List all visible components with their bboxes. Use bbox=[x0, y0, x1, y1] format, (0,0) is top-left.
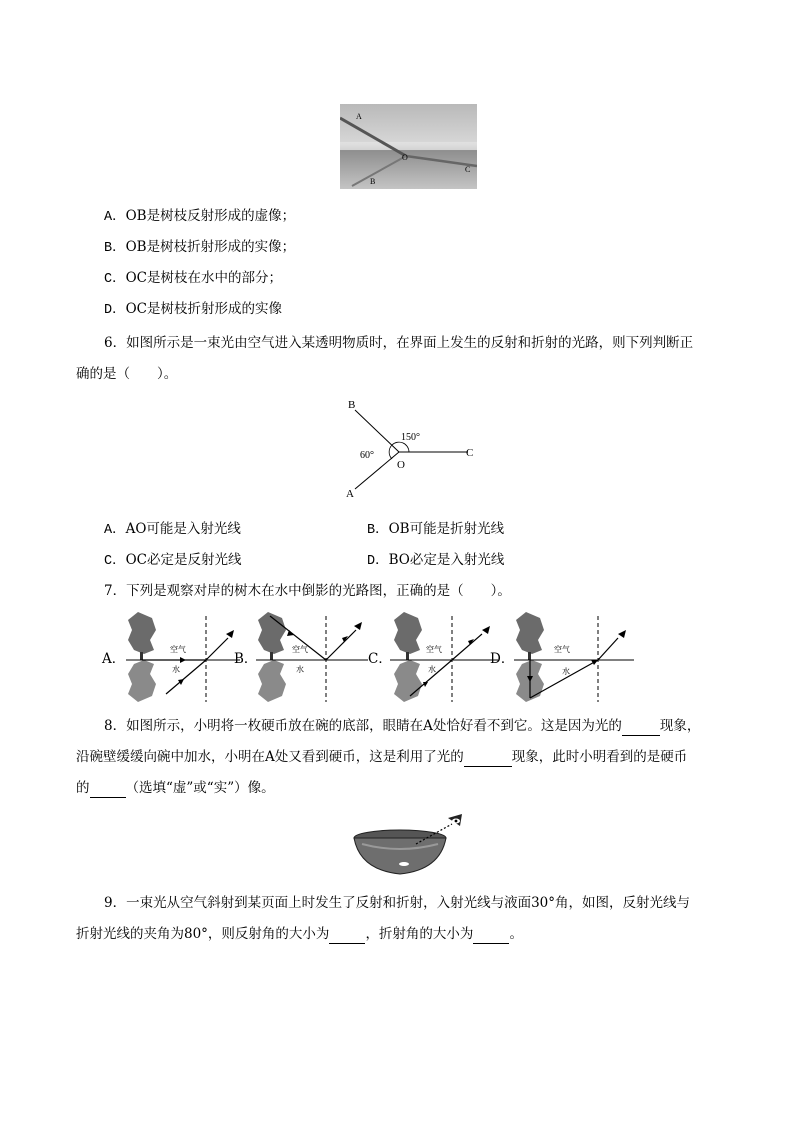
svg-text:空气: 空气 bbox=[170, 645, 186, 654]
q7-option-b-letter: B． bbox=[234, 651, 258, 667]
fig-label-b: B bbox=[370, 177, 376, 186]
svg-text:空气: 空气 bbox=[292, 645, 308, 654]
q8-blank-3[interactable] bbox=[90, 779, 126, 798]
fig-label-a: A bbox=[356, 112, 362, 121]
q6-stem-line2: 确的是（ ）。 bbox=[76, 366, 178, 382]
q7-option-b bbox=[234, 612, 368, 704]
q8-stem-line1: 8．如图所示，小明将一枚硬币放在碗的底部，眼睛在A处恰好看不到它。这是因为光的 现象， bbox=[104, 718, 701, 734]
q8-stem-line3: 的 （选填“虚”或“实”）像。 bbox=[76, 780, 275, 796]
q8-stem-line2: 沿碗壁缓缓向碗中加水，小明在A处又看到硬币，这是利用了光的 现象，此时小明看到的是硬币 bbox=[76, 749, 688, 765]
q8-blank-1[interactable] bbox=[622, 717, 660, 736]
bowl-coin-figure bbox=[352, 810, 470, 878]
q6-fig-angle-150: 150° bbox=[401, 432, 420, 443]
q9-blank-1[interactable] bbox=[329, 925, 365, 944]
q7-option-a bbox=[102, 612, 240, 704]
svg-text:水: 水 bbox=[428, 665, 436, 674]
q6-fig-label-a: A bbox=[346, 488, 354, 500]
q9-stem-line2: 折射光线的夹角为80°，则反射角的大小为 ，折射角的大小为 。 bbox=[76, 926, 523, 942]
q5-option-a: A．OB是树枝反射形成的虚像； bbox=[104, 208, 296, 225]
q6-light-path-figure bbox=[340, 392, 480, 502]
q7-option-a-letter: A． bbox=[102, 651, 126, 667]
q6-option-a: A．AO可能是入射光线 bbox=[104, 521, 241, 538]
q9-blank-2[interactable] bbox=[473, 925, 509, 944]
svg-text:水: 水 bbox=[296, 665, 304, 674]
q8-blank-2[interactable] bbox=[464, 748, 512, 767]
q7-option-c bbox=[368, 612, 498, 704]
q7-option-d bbox=[490, 612, 634, 704]
svg-text:水: 水 bbox=[562, 667, 570, 676]
q7-stem: 7．下列是观察对岸的树木在水中倒影的光路图，正确的是（ ）。 bbox=[104, 583, 511, 599]
svg-text:空气: 空气 bbox=[426, 645, 442, 654]
q5-option-d: D．OC是树枝折射形成的实像 bbox=[104, 301, 283, 318]
fig-label-c: C bbox=[465, 165, 471, 174]
q6-fig-angle-60: 60° bbox=[360, 450, 374, 461]
q7-option-c-letter: C． bbox=[368, 651, 392, 667]
q6-stem-line1: 6．如图所示是一束光由空气进入某透明物质时，在界面上发生的反射和折射的光路，则下列判断正 bbox=[104, 335, 694, 351]
q6-fig-label-o: O bbox=[397, 459, 405, 471]
q6-option-d: D．BO必定是入射光线 bbox=[367, 552, 505, 569]
branch-photo-figure bbox=[340, 104, 477, 189]
q5-option-c: C．OC是树枝在水中的部分； bbox=[104, 270, 283, 287]
fig-label-o: O bbox=[402, 153, 408, 162]
svg-text:空气: 空气 bbox=[554, 645, 570, 654]
q6-option-c: C．OC必定是反射光线 bbox=[104, 552, 242, 569]
q6-option-b: B．OB可能是折射光线 bbox=[367, 521, 505, 538]
q6-fig-label-b: B bbox=[348, 399, 356, 411]
q7-option-d-letter: D． bbox=[490, 651, 515, 667]
svg-text:水: 水 bbox=[172, 665, 180, 674]
q6-fig-label-c: C bbox=[466, 447, 474, 459]
q5-option-b: B．OB是树枝折射形成的实像； bbox=[104, 239, 296, 256]
q9-stem-line1: 9．一束光从空气斜射到某页面上时发生了反射和折射，入射光线与液面30°角，如图，反射光线与 bbox=[104, 895, 691, 911]
